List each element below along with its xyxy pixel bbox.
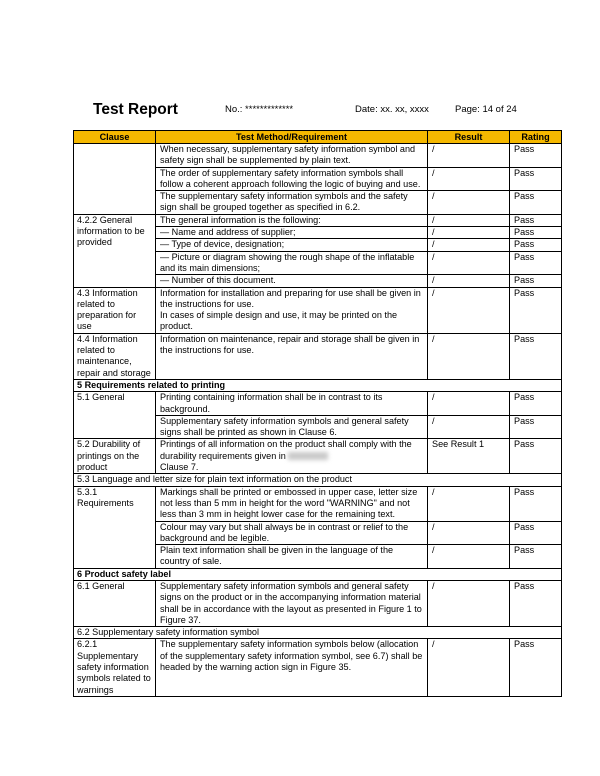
requirement-cell: Information on maintenance, repair and storage shall be given in the instructions for use. [156,333,428,379]
requirement-cell: — Type of device, designation; [156,239,428,251]
rating-cell: Pass [510,214,562,226]
requirement-cell: Supplementary safety information symbols and general safety signs shall be printed as shown in Clause 6. [156,415,428,439]
section-heading: 6.2 Supplementary safety information symbol [74,627,562,639]
result-cell: / [428,287,510,333]
rating-cell: Pass [510,415,562,439]
report-number: No.: ************* [225,104,294,115]
rating-cell: Pass [510,486,562,521]
result-cell: / [428,486,510,521]
col-header-rating: Rating [510,131,562,144]
table-row [74,333,562,379]
result-cell: / [428,275,510,287]
table-row [74,486,562,521]
rating-cell: Pass [510,333,562,379]
rating-cell: Pass [510,521,562,545]
rating-cell: Pass [510,251,562,275]
requirement-cell [156,287,428,333]
result-cell: / [428,392,510,416]
clause-cell [74,191,156,215]
result-cell: / [428,333,510,379]
table-row [74,214,562,226]
requirement-cell: Supplementary safety information symbols and general safety signs on the product or in the accompanying information material shall be in accordance with the layout as presented in Figure 1 to Figure 37. [156,580,428,626]
clause-cell [74,167,156,191]
clause-cell: 4.4 Information related to maintenance, repair and storage [74,333,156,379]
col-header-requirement: Test Method/Requirement [156,131,428,144]
result-cell: / [428,214,510,226]
requirement-text: Printings of all information on the product shall comply with the durability requirements given in [160,439,412,461]
requirement-cell: — Number of this document. [156,275,428,287]
rating-cell: Pass [510,545,562,569]
clause-cell: 6.2.1 Supplementary safety information symbols related to warnings [74,639,156,696]
clause-cell: 5.1 General [74,392,156,439]
result-cell: / [428,415,510,439]
rating-cell: Pass [510,439,562,474]
requirement-cell: Markings shall be printed or embossed in upper case, letter size not less than 5 mm in height for the word "WARNING" and not less than 3 mm in height lower case for the remaining text. [156,486,428,521]
redacted-reference [288,452,328,460]
rating-cell: Pass [510,580,562,626]
clause-cell: 6.1 General [74,580,156,626]
requirement-cell: Printing containing information shall be in contrast to its background. [156,392,428,416]
result-cell: / [428,521,510,545]
result-cell: / [428,251,510,275]
table-row [74,144,562,168]
table-row [74,639,562,696]
table-row [74,439,562,474]
section-heading: 6 Product safety label [74,568,562,580]
requirement-cell: — Name and address of supplier; [156,227,428,239]
result-cell: / [428,239,510,251]
rating-cell: Pass [510,392,562,416]
requirement-cell: The general information is the following: [156,214,428,226]
report-date: Date: xx. xx, xxxx [355,104,429,115]
rating-cell: Pass [510,167,562,191]
section-row [74,568,562,580]
rating-cell: Pass [510,227,562,239]
result-cell: / [428,167,510,191]
table-header-row [74,131,562,144]
requirement-cell [156,439,428,474]
requirement-text: Information for installation and preparing for use shall be given in the instructions for use. [160,287,421,309]
col-header-result: Result [428,131,510,144]
rating-cell: Pass [510,239,562,251]
result-cell: / [428,144,510,168]
report-title: Test Report [93,101,178,118]
report-header [0,101,600,121]
section-heading: 5 Requirements related to printing [74,379,562,391]
table-row [74,167,562,191]
requirement-cell: The supplementary safety information symbols below (allocation of the supplementary safety information symbol, see 6.7) shall be headed by the warning action sign in Figure 35. [156,639,428,696]
section-heading: 5.3 Language and letter size for plain text information on the product [74,474,562,486]
rating-cell: Pass [510,639,562,696]
result-cell: / [428,639,510,696]
requirement-cell: Plain text information shall be given in the language of the country of sale. [156,545,428,569]
table-row [74,392,562,416]
clause-cell: 4.3 Information related to preparation for use [74,287,156,333]
col-header-clause: Clause [74,131,156,144]
rating-cell: Pass [510,144,562,168]
test-table [73,130,562,697]
table-row [74,580,562,626]
requirement-cell: — Picture or diagram showing the rough shape of the inflatable and its main dimensions; [156,251,428,275]
clause-cell: 5.3.1 Requirements [74,486,156,568]
requirement-cell: The order of supplementary safety information symbols shall follow a coherent approach following the logic of buying and use. [156,167,428,191]
clause-cell: 5.2 Durability of printings on the product [74,439,156,474]
result-cell: / [428,191,510,215]
result-cell: / [428,545,510,569]
rating-cell: Pass [510,287,562,333]
page-number: Page: 14 of 24 [455,104,517,115]
section-row [74,474,562,486]
requirement-text: In cases of simple design and use, it may be printed on the product. [160,310,398,332]
result-cell: / [428,580,510,626]
requirement-text: Clause 7. [160,462,199,473]
result-cell: / [428,227,510,239]
requirement-cell: The supplementary safety information symbols and the safety sign shall be grouped together as specified in 6.2. [156,191,428,215]
rating-cell: Pass [510,275,562,287]
requirement-cell: When necessary, supplementary safety information symbol and safety sign shall be supplemented by plain text. [156,144,428,168]
result-cell: See Result 1 [428,439,510,474]
section-row [74,627,562,639]
table-row [74,287,562,333]
requirement-cell: Colour may vary but shall always be in contrast or relief to the background and be legible. [156,521,428,545]
rating-cell: Pass [510,191,562,215]
table-row [74,191,562,215]
clause-cell: 4.2.2 General information to be provided [74,214,156,287]
section-row [74,379,562,391]
clause-cell [74,144,156,168]
